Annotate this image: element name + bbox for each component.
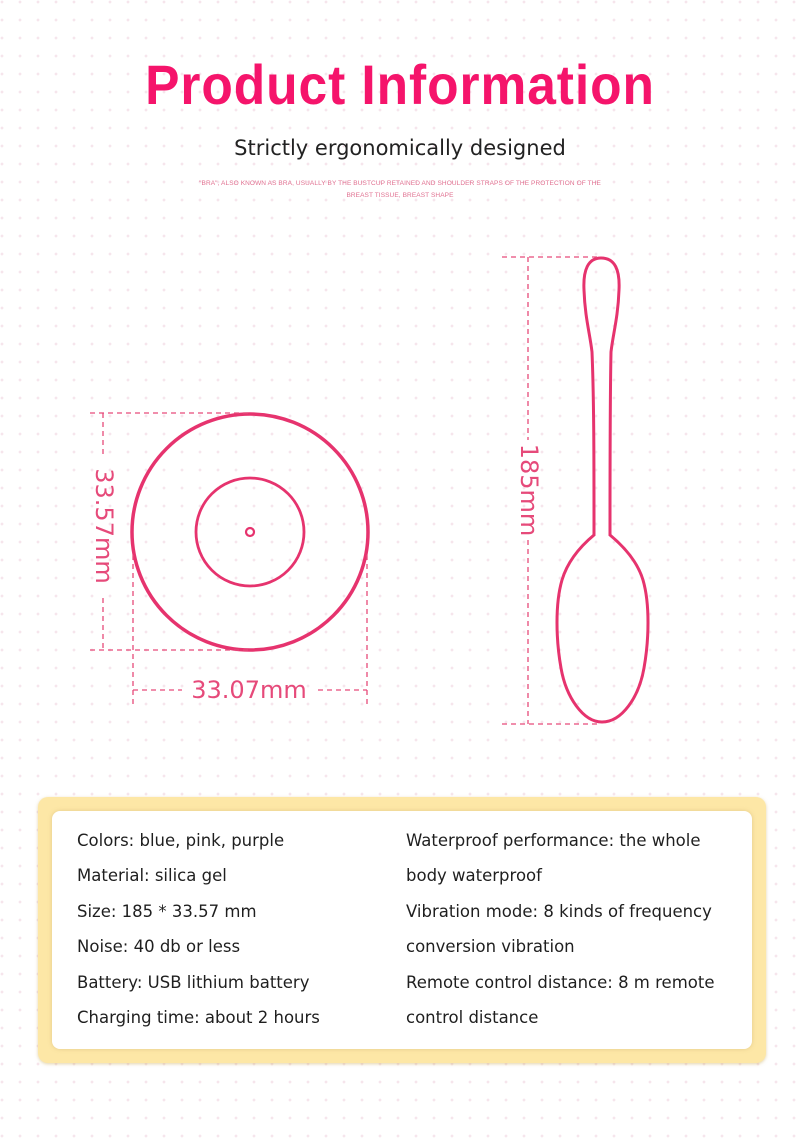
spec-colors: Colors: blue, pink, purple bbox=[77, 831, 285, 850]
spec-waterproof: Waterproof performance: the whole bbox=[406, 831, 701, 850]
spec-vibration-mode: Vibration mode: 8 kinds of frequency bbox=[406, 901, 712, 921]
spec-list-right bbox=[406, 823, 715, 1035]
spec-remote-distance: Remote control distance: 8 m remote bbox=[406, 972, 715, 992]
spec-remote-distance-cont: control distance bbox=[406, 1008, 539, 1028]
spec-material: Material: silica gel bbox=[77, 866, 227, 886]
spec-list-left bbox=[77, 823, 320, 1035]
disc-width-label: 33.07mm bbox=[191, 676, 307, 704]
disc-outer-circle bbox=[132, 414, 368, 650]
spec-charging-time: Charging time: about 2 hours bbox=[77, 1008, 320, 1028]
disc-inner-circle bbox=[196, 478, 304, 586]
disc-height-label: 33.57mm bbox=[90, 468, 118, 584]
spec-noise: Noise: 40 db or less bbox=[77, 937, 241, 957]
spec-battery: Battery: USB lithium battery bbox=[77, 972, 310, 992]
spec-vibration-mode-cont: conversion vibration bbox=[406, 937, 575, 957]
fine-print-line-1: "BRA", ALSO KNOWN AS BRA, USUALLY BY THE BUSTCUP RETAINED AND SHOULDER STRAPS OF THE PROTECTION OF THE bbox=[199, 180, 601, 187]
product-dimension-drawing bbox=[0, 240, 800, 740]
device-side-view bbox=[557, 258, 648, 722]
fine-print-line-2: BREAST TISSUE, BREAST SHAPE bbox=[346, 192, 454, 199]
subtitle: Strictly ergonomically designed bbox=[234, 136, 566, 160]
length-label: 185mm bbox=[515, 443, 543, 537]
disc-front-view bbox=[132, 414, 368, 650]
disc-center-hole bbox=[246, 528, 254, 536]
spec-size: Size: 185 * 33.57 mm bbox=[77, 901, 257, 921]
page-title: Product Information bbox=[145, 53, 655, 116]
fine-print bbox=[190, 178, 610, 202]
spec-waterproof-cont: body waterproof bbox=[406, 866, 542, 886]
